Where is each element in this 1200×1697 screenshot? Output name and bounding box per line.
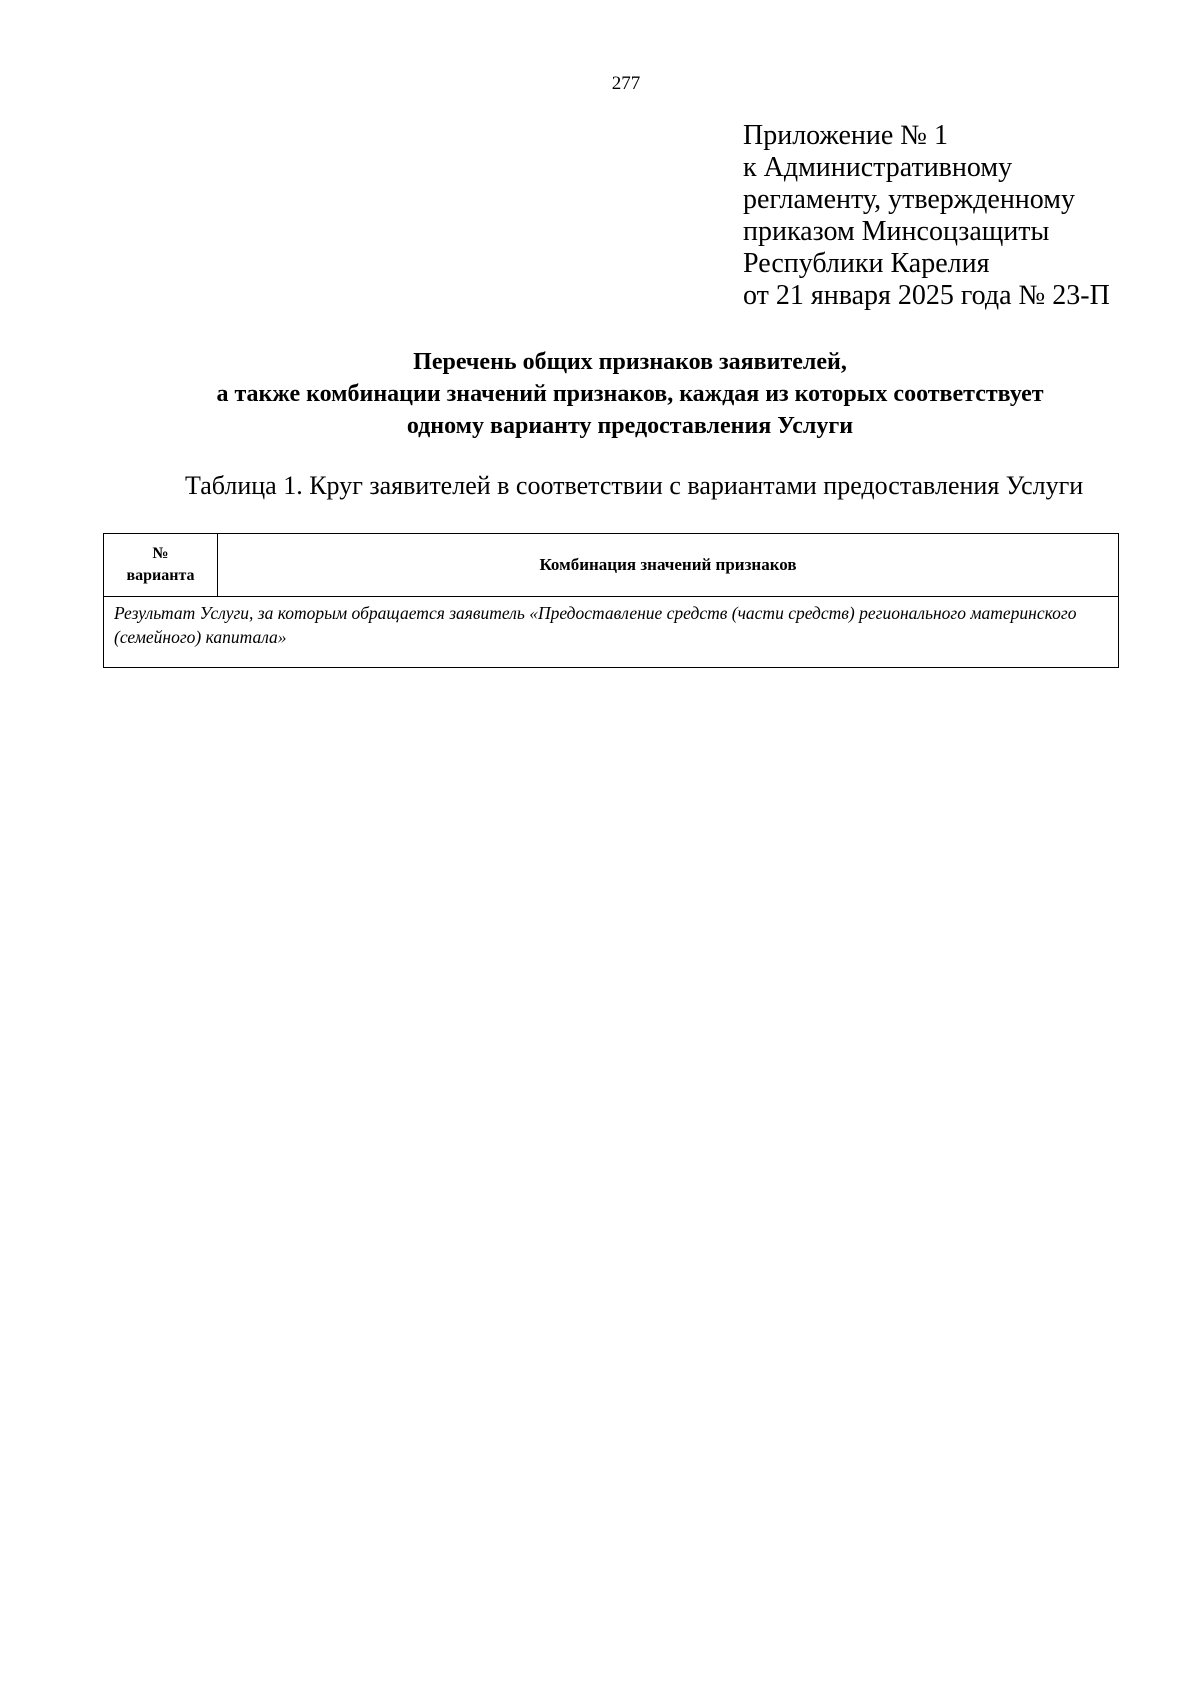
page-number: 277 (611, 73, 641, 94)
variants-table (103, 533, 1119, 668)
header-variant-number (104, 534, 218, 597)
title-line: одному варианту предоставления Услуги (406, 413, 854, 439)
table-caption: Таблица 1. Круг заявителей в соответствии с вариантами предоставления Услуги (185, 471, 1084, 500)
title-line: а также комбинации значений признаков, каждая из которых соответствует (216, 381, 1044, 407)
document-title (100, 346, 1160, 442)
appendix-line: Республики Карелия (743, 248, 990, 279)
header-num-word: варианта (126, 567, 195, 584)
appendix-line: регламенту, утвержденному (743, 184, 1075, 215)
appendix-line: к Административному (743, 152, 1013, 183)
appendix-line: приказом Минсоцзащиты (743, 216, 1050, 247)
header-combination: Комбинация значений признаков (218, 534, 1119, 597)
table-header-row (104, 534, 1119, 597)
appendix-line: Приложение № 1 (743, 120, 948, 151)
appendix-block (743, 120, 1110, 312)
result-row-cell: Результат Услуги, за которым обращается заявитель «Предоставление средств (части средств) регионального материнского (семейного) капитала» (104, 597, 1119, 668)
appendix-line: от 21 января 2025 года № 23-П (743, 280, 1110, 311)
title-line: Перечень общих признаков заявителей, (413, 349, 847, 375)
header-num-symbol: № (152, 545, 169, 562)
table-row (104, 597, 1119, 668)
